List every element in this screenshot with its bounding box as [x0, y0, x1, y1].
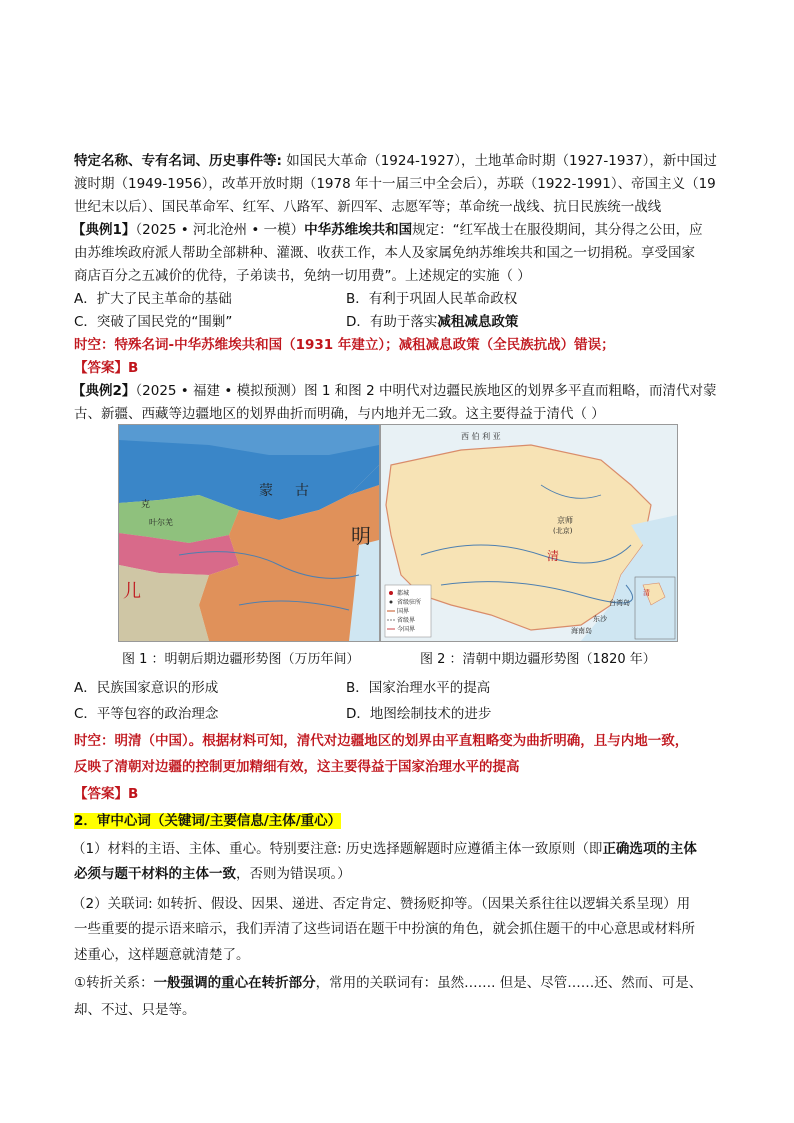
qing-map-inset-label: 清 [643, 589, 650, 597]
p3-bold-b: 一般强调的重心在转折部分 [153, 975, 316, 991]
section2-p1-line-1 [72, 838, 732, 860]
example2-answer: 【答案】B [74, 786, 139, 802]
example1-question-line-1 [72, 219, 732, 241]
example2-analysis-line-1: 时空：明清（中国）。根据材料可知，清代对边疆地区的划界由平直粗略变为曲折明确，且与内地一致， [74, 733, 689, 749]
figure-1-caption: 图 1 ：明朝后期边疆形势图（万历年间） [122, 652, 360, 667]
example1-option-a: A．扩大了民主革命的基础 [74, 291, 232, 307]
section2-p1-line-2 [74, 863, 734, 885]
maps-figure [118, 424, 676, 640]
ming-map-label-ming: 明 [351, 524, 371, 548]
option-d-text: D．有助于落实 [346, 314, 438, 330]
example1-option-d [346, 311, 518, 333]
qing-dynasty-map [380, 424, 678, 642]
example1-question-line-3: 商店百分之五减价的优待，子弟读书，免纳一切用费”。上述规定的实施（ ） [74, 268, 531, 284]
qing-map-label-taiwan: 台湾岛 [609, 599, 630, 607]
legend-item-5: 今国界 [397, 626, 416, 633]
ming-map-label-ke: 克 [141, 500, 151, 510]
legend-item-2: 省级驻所 [397, 599, 422, 606]
example1-option-b: B．有利于巩固人民革命政权 [346, 291, 518, 307]
p1-bold-c: 必须与题干材料的主体一致 [74, 866, 236, 882]
intro-line-3: 世纪末以后）、国民革命军、红军、八路军、新四军、志愿军等；革命统一战线、抗日民族统一战线 [74, 199, 662, 215]
ming-map-label-gu: 古 [295, 483, 309, 499]
example2-text: （2025 • 福建 • 模拟预测）图 1 和图 2 中明代对边疆民族地区的划界多平直而粗略，而清代对蒙 [135, 383, 717, 399]
intro-bold: 特定名称、专有名词、历史事件等: [74, 153, 282, 169]
figure-2-caption: 图 2 ：清朝中期边疆形势图（1820 年） [420, 652, 656, 667]
example1-answer: 【答案】B [74, 360, 139, 376]
p1-text-d: ，否则为错误项。） [236, 866, 351, 882]
example1-source: （2025 • 河北沧州 • 一模） [135, 222, 305, 238]
ming-map-label-meng: 蒙 [259, 483, 273, 499]
section2-p2-line-2: 一些重要的提示语来暗示，我们弄清了这些词语在题干中扮演的角色，就会抓住题干的中心意思或材料所 [74, 921, 695, 937]
qing-map-label-dongsha: 东沙 [593, 615, 607, 623]
qing-map-label-haidao: 海南岛 [571, 627, 592, 635]
example2-tag: 【典例2】 [72, 383, 136, 399]
p1-text-a: （1）材料的主语、主体、重心。特别要注意: 历史选择题解题时应遵循主体一致原则（即 [72, 841, 603, 857]
section2-p3-line-1 [74, 972, 734, 994]
p3-text-a: ①转折关系： [74, 975, 154, 991]
example1-question-line-2: 由苏维埃政府派人帮助全部耕种、灌溉、收获工作，本人及家属免纳苏维埃共和国之一切捐税。享受国家 [74, 245, 695, 261]
example1-option-c: C．突破了国民党的“围剿” [74, 314, 233, 330]
qing-map-drawing [381, 425, 677, 641]
ming-map-label-er: 儿 [123, 581, 141, 602]
example2-option-d: D．地图绘制技术的进步 [346, 706, 492, 722]
example2-question-line-1 [72, 380, 732, 402]
example2-option-c: C．平等包容的政治理念 [74, 706, 219, 722]
p3-text-c: ，常用的关联词有：虽然……. 但是、尽管……还、然而、可是、 [315, 975, 703, 991]
intro-line-1 [74, 150, 734, 172]
qing-map-label-bei: (北京) [553, 527, 573, 535]
example2-analysis-line-2: 反映了清朝对边疆的控制更加精细有效，这主要得益于国家治理水平的提高 [74, 759, 520, 775]
example1-analysis: 时空：特殊名词-中华苏维埃共和国（1931 年建立）；减租减息政策（全民族抗战）错误； [74, 337, 615, 353]
legend-item-1: 都城 [397, 590, 410, 597]
example2-option-b: B．国家治理水平的提高 [346, 680, 491, 696]
example2-question-line-2: 古、新疆、西藏等边疆地区的划界曲折而明确，与内地并无二致。这主要得益于清代（ ） [74, 406, 605, 422]
qing-map-label-jing: 京师 [557, 516, 573, 525]
qing-map-label-xibo: 西 伯 利 亚 [461, 432, 501, 441]
ming-map-label-ye: 叶尔羌 [149, 518, 173, 527]
option-d-bold: 减租减息政策 [437, 314, 519, 330]
example1-text: 规定：“红军战士在服役期间，其分得之公田，应 [412, 222, 703, 238]
ming-dynasty-map [118, 424, 380, 642]
intro-line-2: 渡时期（1949-1956），改革开放时期（1978 年十一届三中全会后），苏联（1922-1991）、帝国主义（19 [74, 176, 716, 192]
qing-map-label-qing: 清 [547, 549, 560, 563]
section2-heading [74, 810, 734, 832]
legend-item-4: 省级界 [397, 617, 416, 624]
p1-bold-b: 正确选项的主体 [602, 841, 697, 857]
legend-item-3: 国界 [397, 608, 410, 615]
section2-p2-line-1: （2）关联词: 如转折、假设、因果、递进、否定肯定、赞扬贬抑等。（因果关系往往以逻辑关系呈现）用 [72, 896, 691, 912]
section2-heading-text: 2．审中心词（关键词/主要信息/主体/重心） [74, 813, 342, 829]
section2-p3-line-2: 却、不过、只是等。 [74, 1002, 196, 1018]
section2-p2-line-3: 述重心，这样题意就清楚了。 [74, 947, 250, 963]
intro-text: 如国民大革命（1924-1927），土地革命时期（1927-1937），新中国过 [281, 153, 717, 169]
example1-tag: 【典例1】 [72, 222, 136, 238]
ming-map-drawing [119, 425, 379, 641]
example1-term: 中华苏维埃共和国 [304, 222, 413, 238]
example2-option-a: A．民族国家意识的形成 [74, 680, 219, 696]
